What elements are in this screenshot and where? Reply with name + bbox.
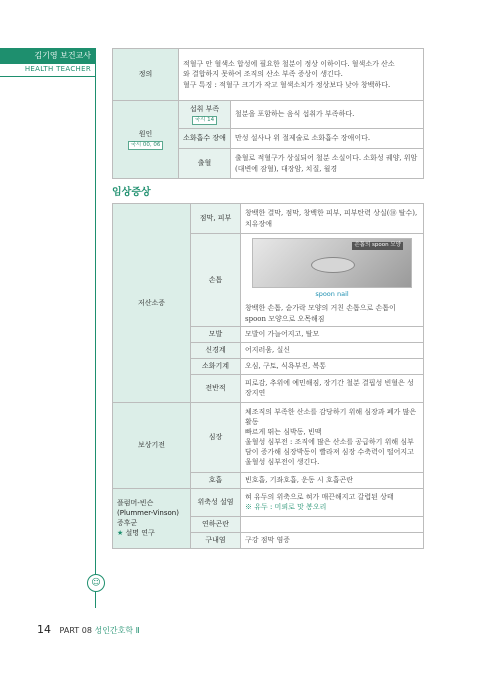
exam-tag: 국시 14 (192, 116, 217, 125)
cause-intake-label: 섭취 부족 국시 14 (179, 101, 231, 129)
compensation-label: 보상기전 (113, 402, 191, 488)
heart-text: 체조직의 부족한 산소를 감당하기 위해 심장과 폐가 많은 활동 빠르게 뛰는 심박동, 빈맥 울혈성 심부전 : 조직에 많은 산소를 공급하기 위해 심부담이 증가해 심장박동이 빨라져 심장 수축력이 떨어지고 울혈성 심부전이 생긴다. (241, 402, 424, 472)
chick-icon: ☺ (87, 574, 105, 592)
symptom-row-atrophy (113, 488, 424, 516)
margin-rule (95, 48, 96, 608)
definition-row (113, 49, 424, 101)
image-caption: spoon nail (315, 290, 349, 298)
cause-absorption-text: 만성 설사나 위 절제술로 소화흡수 장애이다. (231, 129, 424, 149)
cause-label: 원인 국시 00, 06 (113, 101, 179, 179)
digest-label: 소화기계 (191, 358, 241, 374)
general-text: 피로감, 추위에 예민해짐, 장기간 철분 결핍성 빈혈은 성장지연 (241, 374, 424, 402)
digest-text: 오심, 구토, 식욕부진, 복통 (241, 358, 424, 374)
nail-label: 손톱 (191, 234, 241, 327)
section-title: 임상증상 (112, 187, 151, 198)
nerve-text: 어지러움, 실신 (241, 342, 424, 358)
definition-text: 적혈구 안 혈색소 합성에 필요한 철분이 정상 이하이다. 혈색소가 산소 와 결합하지 못하여 조직의 산소 부족 증상이 생긴다. 혈구 특징 : 적혈구 크기가 작고 혈색소치가 정상보다 낮아 창백하다. (179, 49, 424, 101)
cause-bleeding-text: 출혈로 적혈구가 상실되어 철분 소실이다. 소화성 궤양, 위암(대변에 잠혈), 대장암, 치질, 월경 (231, 149, 424, 179)
dysphagia-text (241, 516, 424, 532)
exam-tag: 국시 00, 06 (128, 141, 164, 150)
heart-label: 심장 (191, 402, 241, 472)
subject-label: 성인간호학 Ⅱ (94, 626, 140, 635)
hair-text: 모발이 가늘어지고, 탈모 (241, 326, 424, 342)
nail-text: 창백한 손톱, 숟가락 모양의 거친 손톱으로 손톱이 spoon 모양으로 오목해짐 (245, 304, 396, 323)
mucosa-text: 창백한 결막, 점막, 창백한 피부, 피부탄력 상실(⑩ 탈수), 치유장애 (241, 204, 424, 234)
dysphagia-label: 연하곤란 (191, 516, 241, 532)
nail-shape (311, 257, 355, 273)
hair-label: 모발 (191, 326, 241, 342)
header-subtitle: HEALTH TEACHER (24, 65, 91, 73)
atrophy-label: 위축성 설염 (191, 488, 241, 516)
breath-label: 호흡 (191, 472, 241, 488)
atrophy-note: ※ 유두 : 미뢰로 맛 봉오리 (245, 503, 327, 512)
atrophy-text: 혀 유두의 위축으로 혀가 매끈해지고 갈렵된 상태 ※ 유두 : 미뢰로 맛 봉오리 (241, 488, 424, 516)
header-divider (0, 76, 95, 77)
nail-cell (241, 234, 424, 327)
nerve-label: 신경계 (191, 342, 241, 358)
symptoms-table (112, 203, 424, 549)
general-label: 전반적 (191, 374, 241, 402)
cause-intake-text: 철분을 포함하는 음식 섭취가 부족하다. (231, 101, 424, 129)
cause-row-intake (113, 101, 424, 129)
definition-label: 정의 (113, 49, 179, 101)
plummer-label: 플럼머-빈슨 (Plummer-Vinson) 증후군 ★ 설명 연구 (113, 488, 191, 548)
part-label: PART 08 (59, 626, 92, 635)
page-number: 14 (37, 623, 51, 636)
study-note: ★ 설명 연구 (117, 529, 155, 538)
mucosa-label: 점막, 피부 (191, 204, 241, 234)
stomatitis-label: 구내염 (191, 532, 241, 548)
header-tab: 김기영 보건교사 (0, 48, 95, 64)
star-icon: ★ (117, 529, 124, 538)
definition-table (112, 48, 424, 179)
cause-bleeding-label: 출혈 (179, 149, 231, 179)
cause-absorption-label: 소화흡수 장애 (179, 129, 231, 149)
breath-text: 빈호흡, 기좌호흡, 운동 시 호흡곤란 (241, 472, 424, 488)
stomatitis-text: 구강 점막 염증 (241, 532, 424, 548)
image-label: 손톱의 spoon 모양 (354, 242, 401, 248)
page-footer (37, 623, 140, 636)
symptom-row-mucosa (113, 204, 424, 234)
low-oxygen-label: 저산소증 (113, 204, 191, 403)
symptom-row-heart (113, 402, 424, 472)
spoon-nail-image (252, 238, 412, 288)
